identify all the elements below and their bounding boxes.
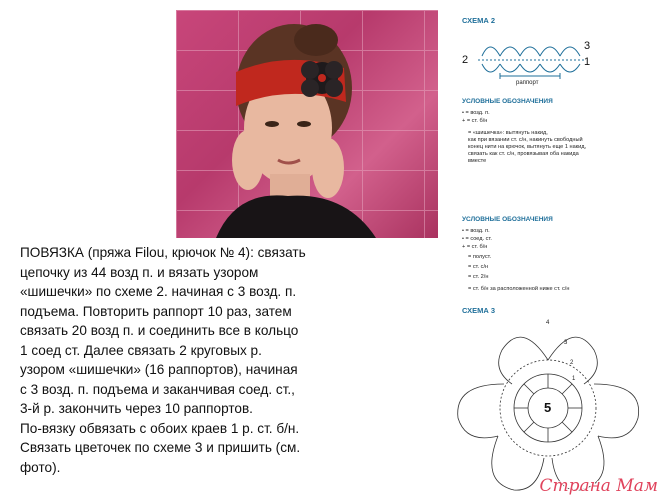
scheme2-row-2: 2 bbox=[462, 54, 469, 66]
legend1-title: УСЛОВНЫЕ ОБОЗНАЧЕНИЯ bbox=[462, 98, 553, 105]
scheme2-row-1: 1 bbox=[584, 56, 591, 68]
scheme3-diagram bbox=[452, 314, 652, 500]
scheme3-row-3: 3 bbox=[564, 340, 568, 346]
legend2-title: УСЛОВНЫЕ ОБОЗНАЧЕНИЯ bbox=[462, 216, 553, 223]
scheme3-row-4: 4 bbox=[546, 320, 550, 326]
flower-icon bbox=[301, 61, 343, 97]
legend2-line-2: • = соед. ст. bbox=[462, 236, 492, 242]
legend2-line-3: + = ст. б/н bbox=[462, 244, 488, 250]
scheme2-repeat-label: раппорт bbox=[516, 80, 539, 86]
scheme2-diagram bbox=[460, 28, 600, 88]
watermark: Страна Мам bbox=[539, 476, 658, 496]
scheme3-row-1: 1 bbox=[572, 376, 576, 382]
legend2-line-7: = ст. б/н за расположенной ниже ст. с/н bbox=[468, 286, 570, 292]
scheme2-row-3: 3 bbox=[584, 40, 591, 52]
pattern-description: ПОВЯЗКА (пряжа Filou, крючок № 4): связать цепочку из 44 возд п. и вязать узором «шишечки» по схеме 2. начиная с 3 возд. п. подъема. Повторить раппорт 10 раз, затем связать 20 возд п. и соединить все в кольцо 1 соед ст. Далее связать 2 круговых р. узором «шишечки» (16 раппортов), начиная с 3 возд. п. подъема и заканчивая соед. ст., 3-й р. закончить через 10 раппортов. По-вязку обвязать с обоих краев 1 р. ст. б/н. Связать цветочек по схеме 3 и пришить (см. фото). bbox=[20, 245, 306, 475]
scheme3-title: СХЕМА 3 bbox=[462, 306, 496, 315]
scheme2-title: СХЕМА 2 bbox=[462, 16, 496, 25]
photo bbox=[176, 10, 438, 238]
scheme3-row-2: 2 bbox=[570, 360, 574, 366]
legend2-line-1: • = возд. п. bbox=[462, 228, 490, 234]
legend2-line-5: = ст. с/н bbox=[468, 264, 489, 270]
legend2-line-6: = ст. 2/н bbox=[468, 274, 489, 280]
legend1-line-2: + = ст. б/н bbox=[462, 118, 488, 124]
legend1-line-1: • = возд. п. bbox=[462, 110, 490, 116]
scheme3-center-number: 5 bbox=[544, 400, 552, 415]
legend1-line-3: = «шишечка»: вытянуть накид, как при вязании ст. с/н, накинуть свободный конец нити на крючок, вытянуть еще 1 накид, связать как ст. с/н, провязывая оба накида вместе bbox=[468, 130, 587, 164]
legend2-line-4: = полуст. bbox=[468, 254, 492, 260]
diagram-column bbox=[452, 10, 662, 500]
